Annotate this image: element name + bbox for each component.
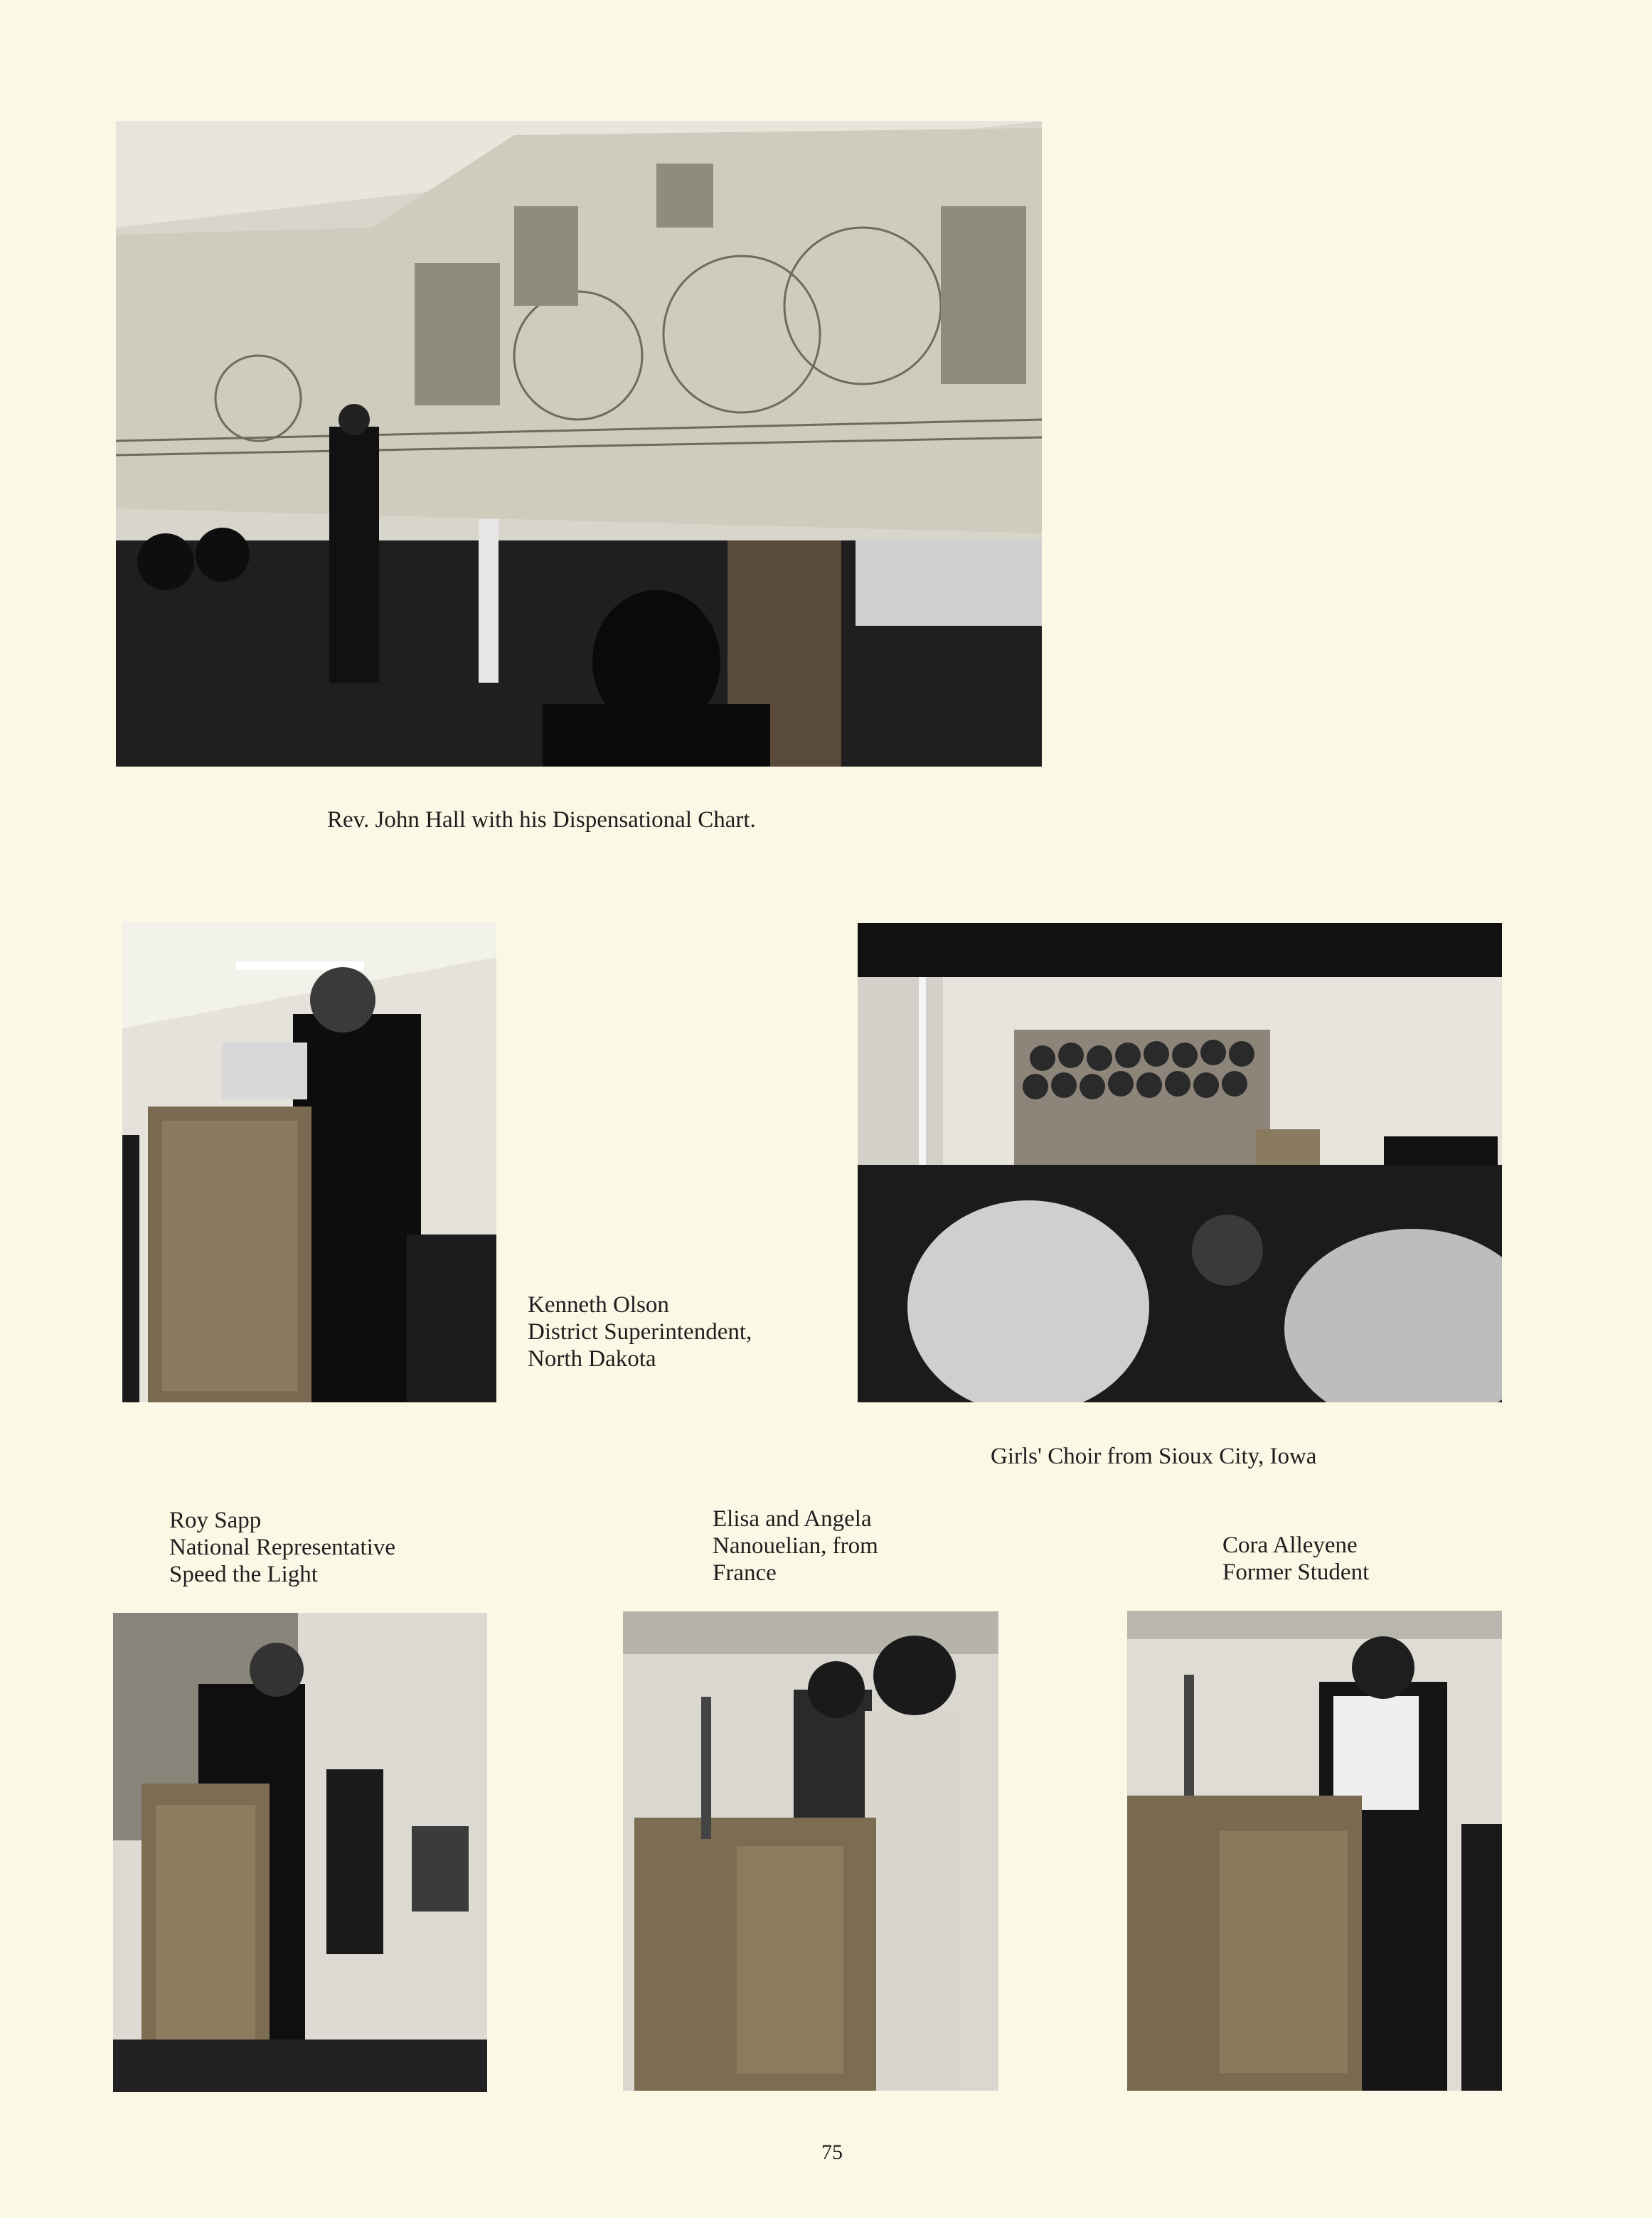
page-number: 75 [821,2140,843,2164]
caption-line: Nanouelian, from [713,1533,878,1559]
caption-line: Kenneth Olson [528,1292,669,1318]
caption-kenneth-olson [528,1291,752,1372]
caption-line: Roy Sapp [169,1508,262,1533]
caption-line: Cora Alleyene [1222,1532,1358,1558]
caption-line: Former Student [1222,1559,1370,1585]
photo-girls-choir [858,923,1502,1402]
caption-john-hall: Rev. John Hall with his Dispensational Chart. [327,807,756,833]
caption-line: National Representative [169,1535,395,1560]
photo-roy-sapp [113,1613,487,2092]
caption-line: District Superintendent, [528,1319,752,1345]
photo-cora-alleyene [1127,1611,1502,2091]
caption-nanouelian [713,1505,878,1587]
caption-roy-sapp [169,1507,395,1588]
caption-line: Elisa and Angela [713,1506,872,1532]
caption-line: North Dakota [528,1346,656,1372]
caption-line: France [713,1560,777,1586]
photo-kenneth-olson [122,922,496,1402]
caption-girls-choir: Girls' Choir from Sioux City, Iowa [991,1444,1317,1469]
photo-nanouelian [623,1611,998,2091]
caption-line: Speed the Light [169,1562,318,1587]
caption-cora-alleyene [1222,1532,1369,1586]
photo-john-hall-chart [116,121,1042,767]
